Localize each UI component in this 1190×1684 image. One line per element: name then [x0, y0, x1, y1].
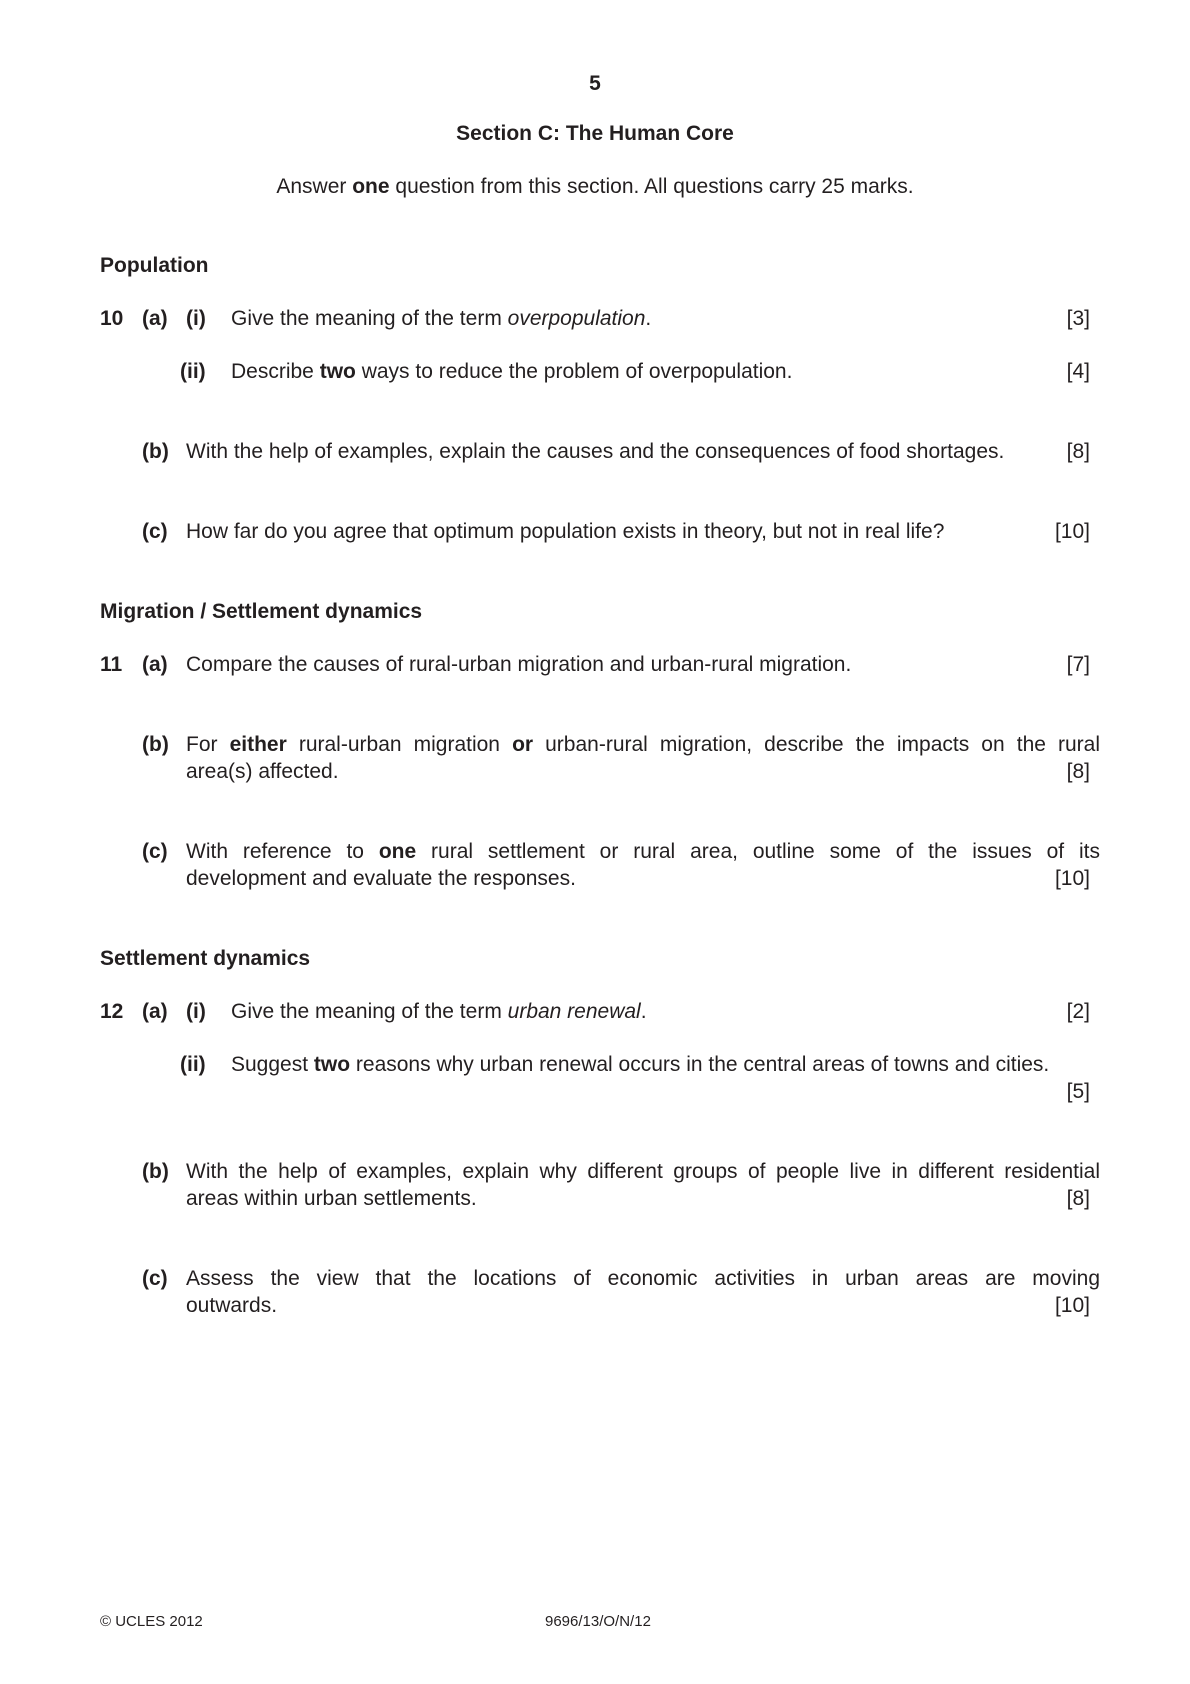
question-text-11b-line1: For either rural-urban migration or urban-rural migration, describe the impacts on the rural [186, 733, 1101, 756]
part-label-12b: (b) [142, 1160, 169, 1183]
question-text-11b-line2: area(s) affected. [186, 760, 339, 783]
part-label-10c: (c) [142, 520, 168, 543]
topic-heading-migration: Migration / Settlement dynamics [100, 600, 423, 623]
footer-copyright: © UCLES 2012 [100, 1613, 203, 1630]
mark-12c: [10] [1054, 1294, 1090, 1317]
question-text-12ai: Give the meaning of the term urban renewal. [231, 1000, 647, 1023]
question-text-10aii: Describe two ways to reduce the problem of overpopulation. [231, 360, 793, 383]
mark-11b: [8] [1066, 760, 1090, 783]
question-number-10: 10 [100, 307, 124, 330]
question-text-12b-line2: areas within urban settlements. [186, 1187, 477, 1210]
part-label-12a: (a) [142, 1000, 168, 1023]
question-text-10ai: Give the meaning of the term overpopulation. [231, 307, 652, 330]
mark-10ai: [3] [1066, 307, 1090, 330]
question-text-12aii: Suggest two reasons why urban renewal occurs in the central areas of towns and cities. [231, 1053, 1050, 1076]
question-text-11a: Compare the causes of rural-urban migration and urban-rural migration. [186, 653, 852, 676]
part-label-11b: (b) [142, 733, 169, 756]
subpart-label-10aii: (ii) [180, 360, 206, 383]
mark-12aii: [5] [1066, 1080, 1090, 1103]
section-title: Section C: The Human Core [456, 122, 734, 145]
question-text-11c-line1: With reference to one rural settlement or rural area, outline some of the issues of its [186, 840, 1101, 863]
question-number-11: 11 [100, 653, 123, 676]
question-number-12: 12 [100, 1000, 124, 1023]
part-label-11a: (a) [142, 653, 168, 676]
mark-11c: [10] [1054, 867, 1090, 890]
question-text-11c-line2: development and evaluate the responses. [186, 867, 576, 890]
topic-heading-settlement: Settlement dynamics [100, 947, 311, 970]
mark-10c: [10] [1054, 520, 1090, 543]
mark-10b: [8] [1066, 440, 1090, 463]
footer-paper-code: 9696/13/O/N/12 [545, 1613, 651, 1630]
question-text-10c: How far do you agree that optimum population exists in theory, but not in real life? [186, 520, 945, 543]
subpart-label-12ai: (i) [186, 1000, 206, 1023]
question-text-12c-line2: outwards. [186, 1294, 278, 1317]
subpart-label-12aii: (ii) [180, 1053, 206, 1076]
topic-heading-population: Population [100, 254, 209, 277]
question-text-10b: With the help of examples, explain the causes and the consequences of food shortages. [186, 440, 1005, 463]
page-number: 5 [589, 72, 601, 95]
part-label-10a: (a) [142, 307, 168, 330]
instructions: Answer one question from this section. All questions carry 25 marks. [276, 175, 914, 198]
mark-12ai: [2] [1066, 1000, 1090, 1023]
subpart-label-10ai: (i) [186, 307, 206, 330]
part-label-10b: (b) [142, 440, 169, 463]
mark-11a: [7] [1066, 653, 1090, 676]
part-label-12c: (c) [142, 1267, 168, 1290]
mark-12b: [8] [1066, 1187, 1090, 1210]
part-label-11c: (c) [142, 840, 168, 863]
question-text-12b-line1: With the help of examples, explain why different groups of people live in different residential [186, 1160, 1100, 1183]
mark-10aii: [4] [1066, 360, 1090, 383]
question-text-12c-line1: Assess the view that the locations of economic activities in urban areas are moving [186, 1267, 1100, 1290]
